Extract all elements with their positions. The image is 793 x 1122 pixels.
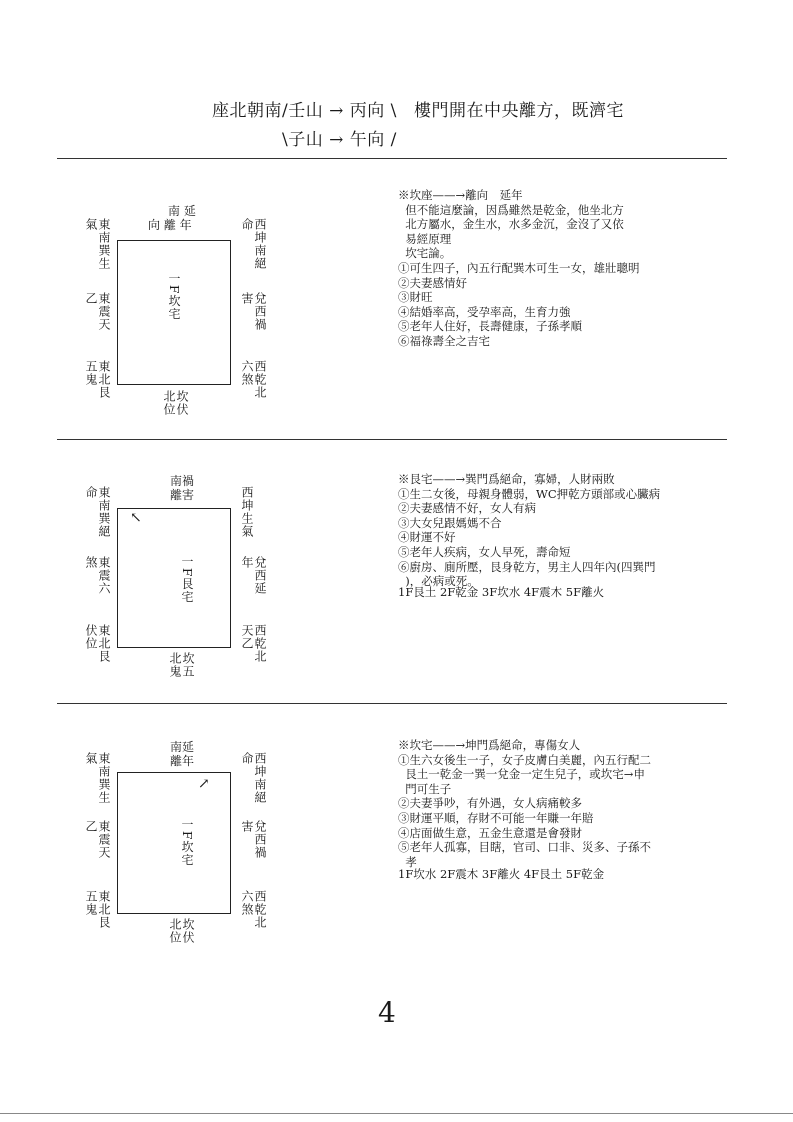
notes-text: ※艮宅——→巽門爲絕命，寡婦，人財兩敗 ①生二女後，母親身體弱，WC押乾方頭部或心臟病 ②夫妻感情不好，女人有病 ③大女兒跟媽媽不合 ④財運不好 ⑤老年人疾病，女人早死，壽命短 ⑥廚房、廁所壓，艮身乾方，男主人四年內(四巽門 )，必病或死。 [398, 472, 661, 589]
diagram-n-label: 坎伏北位 [162, 390, 189, 416]
notes-text: ※坎宅——→坤門爲絕命，專傷女人 ①生六女後生一子，女子皮膚白美麗，內五行配二 艮土一乾金一巽一兌金一定生兒子，或坎宅→申 門可生子 ②夫妻爭吵，有外遇，女人病痛較多 ③財運平順，存財不可能一年賺一年賠 ④店面做生意，五金生意還是會發財 ⑤老年人孤寡，目瞎，官司、口非、災多、子孫不 孝 [398, 738, 651, 869]
diagram-n-label: 坎伏北位 [168, 918, 195, 944]
diagram-se-label: 東南巽生氣 [84, 218, 111, 270]
header-title-mid: /壬山 → 丙向 \ [282, 101, 397, 121]
notes-text: ※坎座——→離向 延年 但不能這麼論，因爲雖然是乾金，他坐北方 北方屬水，金生水，水多金沉，金沒了又依 易經原理 坎宅論。 ①可生四子，內五行配巽木可生一女，雄壯聰明 ②夫妻感情好 ③財旺 ④結婚率高，受孕率高，生育力強 ⑤老年人住好，長壽健康，子孫孝順 ⑥福祿壽全之吉宅 [398, 188, 640, 348]
section-divider [57, 703, 727, 704]
diagram-e-label: 東震天乙 [84, 292, 111, 331]
diagram-south-label: 南延 [170, 740, 195, 754]
diagram-south-label: 南 延 [168, 204, 196, 218]
diagram-w-label: 兌西禍害 [240, 292, 267, 331]
page-number: 4 [378, 996, 396, 1029]
diagram-sw-label: 西坤生氣 [240, 486, 254, 538]
header-title-left: 座北朝南 [212, 101, 282, 121]
diagram-center-label: 一F艮宅 [180, 555, 194, 604]
diagram-w-label: 兌西延年 [240, 556, 267, 595]
header-title-line2: \子山 → 午向 / [282, 130, 397, 150]
diagram-nw-label: 西乾北六煞 [240, 360, 267, 399]
diagram-center-label: 一F坎宅 [180, 818, 194, 867]
diagram-w-label: 兌西禍害 [240, 820, 267, 859]
floor-elements: 1F艮土 2F乾金 3F坎水 4F震木 5F離火 [398, 585, 605, 599]
diagram-se-label: 東南巽絕命 [84, 486, 111, 538]
diagram-se-label: 東南巽生氣 [84, 752, 111, 804]
diagram-n-label: 坎五北鬼 [168, 652, 195, 678]
diagram-e-label: 東震天乙 [84, 820, 111, 859]
diagram-ne-label: 東北艮伏位 [84, 624, 111, 663]
arrow-icon: ↗ [198, 776, 210, 792]
section-divider [57, 158, 727, 159]
header-title-right: 樓門開在中央離方，既濟宅 [414, 101, 624, 121]
diagram-nw-label: 西乾北天乙 [240, 624, 267, 663]
floor-elements: 1F坎水 2F震木 3F離火 4F艮土 5F乾金 [398, 867, 605, 881]
diagram-sw-label: 西坤南絕命 [240, 218, 267, 270]
diagram-center-label: 一F坎宅 [167, 272, 181, 321]
arrow-icon: ↖ [130, 510, 142, 526]
diagram-south-label-2: 向 離 年 [148, 218, 192, 232]
diagram-ne-label: 東北艮五鬼 [84, 890, 111, 929]
diagram-south-label-2: 離害 [170, 488, 195, 502]
page-bottom-line [0, 1113, 793, 1114]
section-divider [57, 439, 727, 440]
diagram-nw-label: 西乾北六煞 [240, 890, 267, 929]
diagram-sw-label: 西坤南絕命 [240, 752, 267, 804]
diagram-ne-label: 東北艮五鬼 [84, 360, 111, 399]
house-floorplan-box [117, 508, 231, 648]
house-floorplan-box [117, 772, 231, 914]
diagram-south-label: 南禍 [170, 474, 195, 488]
diagram-south-label-2: 離年 [170, 754, 195, 768]
diagram-e-label: 東震六煞 [84, 556, 111, 595]
